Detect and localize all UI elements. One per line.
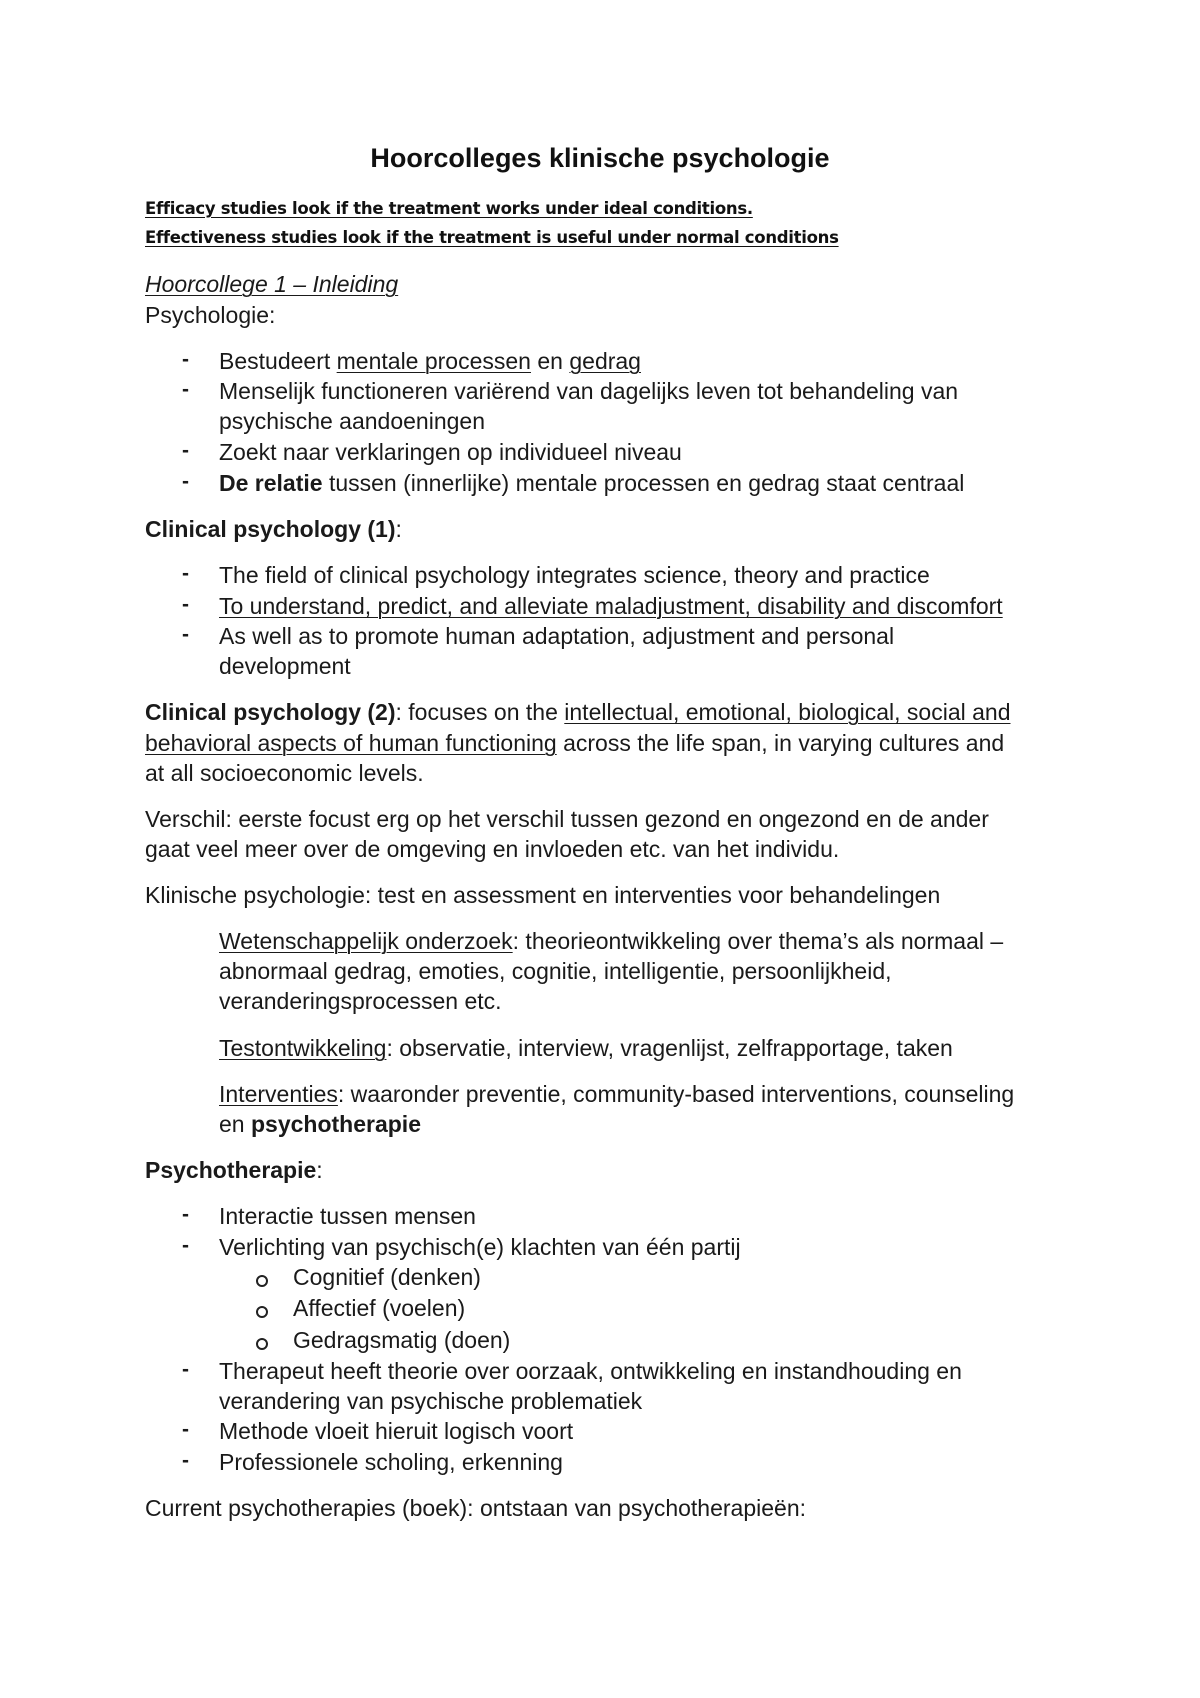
circle-bullet-icon bbox=[256, 1275, 268, 1287]
clinical2-line: at all socioeconomic levels. bbox=[145, 760, 424, 786]
dash-bullet: - bbox=[182, 623, 189, 646]
sub-list-item: Cognitief (denken) bbox=[293, 1264, 481, 1290]
list-item: De relatie tussen (innerlijke) mentale processen en gedrag staat centraal bbox=[219, 470, 965, 496]
list-item: Zoekt naar verklaringen op individueel niveau bbox=[219, 439, 682, 465]
dash-bullet: - bbox=[182, 562, 189, 585]
sub-list-item: Gedragsmatig (doen) bbox=[293, 1327, 511, 1353]
list-item: Interactie tussen mensen bbox=[219, 1203, 476, 1229]
list-item-continuation: verandering van psychische problematiek bbox=[219, 1388, 643, 1414]
dash-bullet: - bbox=[182, 1358, 189, 1381]
list-item: To understand, predict, and alleviate maladjustment, disability and discomfort bbox=[219, 593, 1003, 619]
list-item: As well as to promote human adaptation, adjustment and personal bbox=[219, 623, 895, 649]
verschil-line: gaat veel meer over de omgeving en invloeden etc. van het individu. bbox=[145, 836, 840, 862]
dash-bullet: - bbox=[182, 593, 189, 616]
list-item: Bestudeert mentale processen en gedrag bbox=[219, 348, 641, 374]
effectiveness-note: Effectiveness studies look if the treatment is useful under normal conditions bbox=[145, 228, 839, 247]
dash-bullet: - bbox=[182, 1418, 189, 1441]
list-item: Menselijk functioneren variërend van dagelijks leven tot behandeling van bbox=[219, 378, 959, 404]
lecture-heading: Hoorcollege 1 – Inleiding bbox=[145, 271, 399, 297]
testontwikkeling-line: Testontwikkeling: observatie, interview, vragenlijst, zelfrapportage, taken bbox=[219, 1035, 953, 1061]
list-item: The field of clinical psychology integrates science, theory and practice bbox=[219, 562, 930, 588]
interventies-line: Interventies: waaronder preventie, community-based interventions, counseling bbox=[219, 1081, 1015, 1107]
list-item: Professionele scholing, erkenning bbox=[219, 1449, 563, 1475]
dash-bullet: - bbox=[182, 378, 189, 401]
dash-bullet: - bbox=[182, 470, 189, 493]
dash-bullet: - bbox=[182, 439, 189, 462]
list-item-continuation: development bbox=[219, 653, 351, 679]
wetenschap-line: Wetenschappelijk onderzoek: theorieontwikkeling over thema’s als normaal – bbox=[219, 928, 1004, 954]
list-item-continuation: psychische aandoeningen bbox=[219, 408, 485, 434]
dash-bullet: - bbox=[182, 1234, 189, 1257]
list-item: Methode vloeit hieruit logisch voort bbox=[219, 1418, 574, 1444]
sub-list-item: Affectief (voelen) bbox=[293, 1295, 466, 1321]
list-item: Therapeut heeft theorie over oorzaak, ontwikkeling en instandhouding en bbox=[219, 1358, 962, 1384]
list-item: Verlichting van psychisch(e) klachten van één partij bbox=[219, 1234, 741, 1260]
psychologie-label: Psychologie: bbox=[145, 302, 276, 328]
psychotherapie-label: Psychotherapie: bbox=[145, 1157, 323, 1183]
dash-bullet: - bbox=[182, 1203, 189, 1226]
clinical2-line: Clinical psychology (2): focuses on the intellectual, emotional, biological, social and bbox=[145, 699, 1011, 725]
verschil-line: Verschil: eerste focust erg op het verschil tussen gezond en ongezond en de ander bbox=[145, 806, 989, 832]
dash-bullet: - bbox=[182, 348, 189, 371]
current-line: Current psychotherapies (boek): ontstaan van psychotherapieën: bbox=[145, 1495, 807, 1521]
clinical1-label: Clinical psychology (1): bbox=[145, 516, 402, 542]
circle-bullet-icon bbox=[256, 1306, 268, 1318]
circle-bullet-icon bbox=[256, 1338, 268, 1350]
interventies-line: en psychotherapie bbox=[219, 1111, 421, 1137]
klinische-line: Klinische psychologie: test en assessment en interventies voor behandelingen bbox=[145, 882, 941, 908]
wetenschap-line: veranderingsprocessen etc. bbox=[219, 988, 502, 1014]
page-title: Hoorcolleges klinische psychologie bbox=[370, 143, 830, 173]
efficacy-note: Efficacy studies look if the treatment works under ideal conditions. bbox=[145, 199, 753, 218]
clinical2-line: behavioral aspects of human functioning across the life span, in varying cultures and bbox=[145, 730, 1005, 756]
wetenschap-line: abnormaal gedrag, emoties, cognitie, intelligentie, persoonlijkheid, bbox=[219, 958, 892, 984]
dash-bullet: - bbox=[182, 1449, 189, 1472]
